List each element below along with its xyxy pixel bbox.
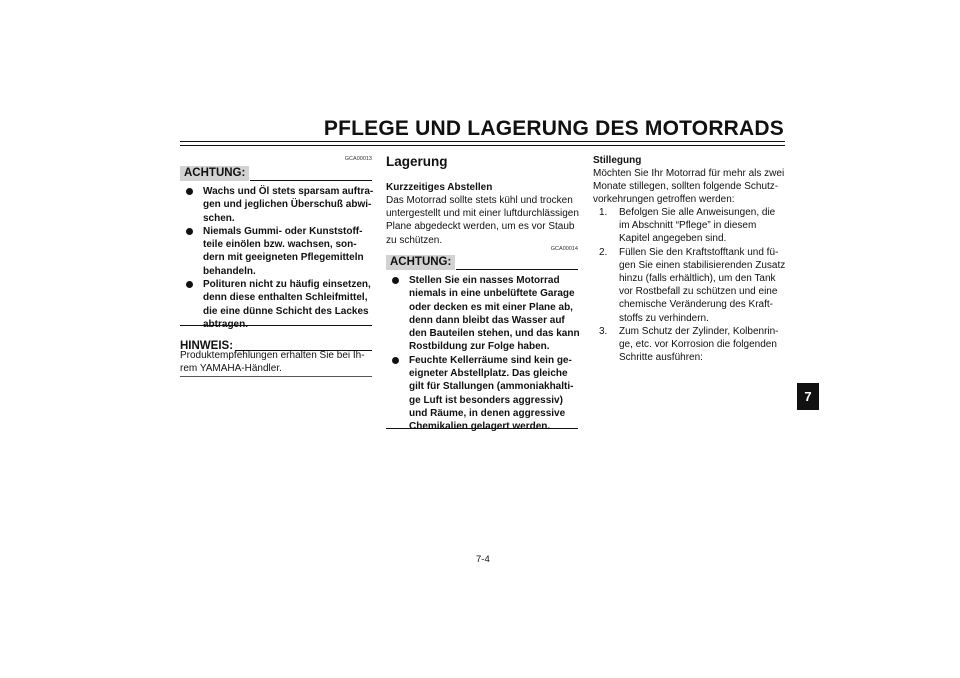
- bullet-icon: [392, 357, 399, 364]
- list-item: Feuchte Kellerräume sind kein ge-eigneter Abstellplatz. Das gleiche gilt für Stallungen (ammoniakhalti-ge Luft ist besonders aggressiv) und Räume, in denen aggressive Chemikalien gelagert werden.: [388, 354, 580, 434]
- list-item: Wachs und Öl stets sparsam auftra-gen und jeglichen Überschuß abwi-schen.: [182, 185, 374, 225]
- steps-list: [599, 206, 787, 364]
- list-item: 2. Füllen Sie den Kraftstofftank und fü-gen Sie einen stabilisierenden Zusatz hinzu (falls erhältlich), um den Tank vor Rostbefall zu schützen und eine chemische Veränderung des Kraft-stoffs zu verhindern.: [599, 246, 786, 324]
- bullet-icon: [186, 228, 193, 235]
- note-text: Produktempfehlungen erhalten Sie bei Ih-rem YAMAHA-Händler.: [180, 350, 365, 375]
- subheading-stillegung: Stillegung: [593, 155, 642, 166]
- subheading-kurzzeitiges-abstellen: Kurzzeitiges Abstellen: [386, 182, 493, 193]
- page-number: 7-4: [476, 554, 490, 565]
- page-title: PFLEGE UND LAGERUNG DES MOTORRADS: [323, 117, 784, 140]
- caution-code-1: GCA00013: [344, 156, 372, 162]
- caution-end-rule-1: [180, 325, 372, 326]
- note-end-rule: [180, 376, 372, 377]
- caution-header-1: [180, 166, 372, 181]
- bullet-icon: [186, 281, 193, 288]
- caution-label-2: ACHTUNG:: [386, 255, 455, 270]
- chapter-tab: 7: [797, 383, 819, 410]
- section-heading-lagerung: Lagerung: [386, 154, 448, 169]
- caution-line-1: [250, 180, 372, 181]
- bullet-icon: [392, 277, 399, 284]
- list-item: Polituren nicht zu häufig einsetzen, denn diese enthalten Schleifmittel, die eine dünne Schicht des Lackes abtragen.: [182, 278, 374, 331]
- caution-code-2: GCA00014: [550, 246, 578, 252]
- caution-line-2: [456, 269, 578, 270]
- list-item: Niemals Gummi- oder Kunststoff-teile einölen bzw. wachsen, son-dern mit geeigneten Pflegemitteln behandeln.: [182, 225, 374, 278]
- caution-label-1: ACHTUNG:: [180, 166, 249, 181]
- caution-header-2: [386, 255, 578, 270]
- header-rule-top: [180, 141, 785, 142]
- caution-end-rule-2: [386, 428, 578, 429]
- list-item: Stellen Sie ein nasses Motorrad niemals in eine unbelüftete Garage oder decken es mit einer Plane ab, denn dann bleibt das Wasser auf den Bauteilen stehen, und das kann Rostbildung zur Folge haben.: [388, 274, 580, 354]
- bullet-icon: [186, 188, 193, 195]
- header-rule-bottom: [180, 145, 785, 146]
- paragraph-abstellen: Das Motorrad sollte stets kühl und trocken untergestellt und mit einer luftdurchlässigen Plane abgedeckt werden, um es vor Staub zu schützen.: [386, 195, 579, 246]
- note-label: HINWEIS:: [180, 340, 234, 352]
- list-item: 1. Befolgen Sie alle Anweisungen, die im Abschnitt “Pflege” in diesem Kapitel angegeben sind.: [599, 207, 776, 245]
- list-item: 3. Zum Schutz der Zylinder, Kolbenrin-ge, etc. vor Korrosion die folgenden Schritte ausführen:: [599, 325, 779, 364]
- caution-list-2: [388, 274, 580, 434]
- paragraph-stillegung: Möchten Sie Ihr Motorrad für mehr als zwei Monate stillegen, sollten folgende Schutz-vorkehrungen getroffen werden:: [593, 168, 785, 206]
- caution-list-1: [182, 185, 374, 331]
